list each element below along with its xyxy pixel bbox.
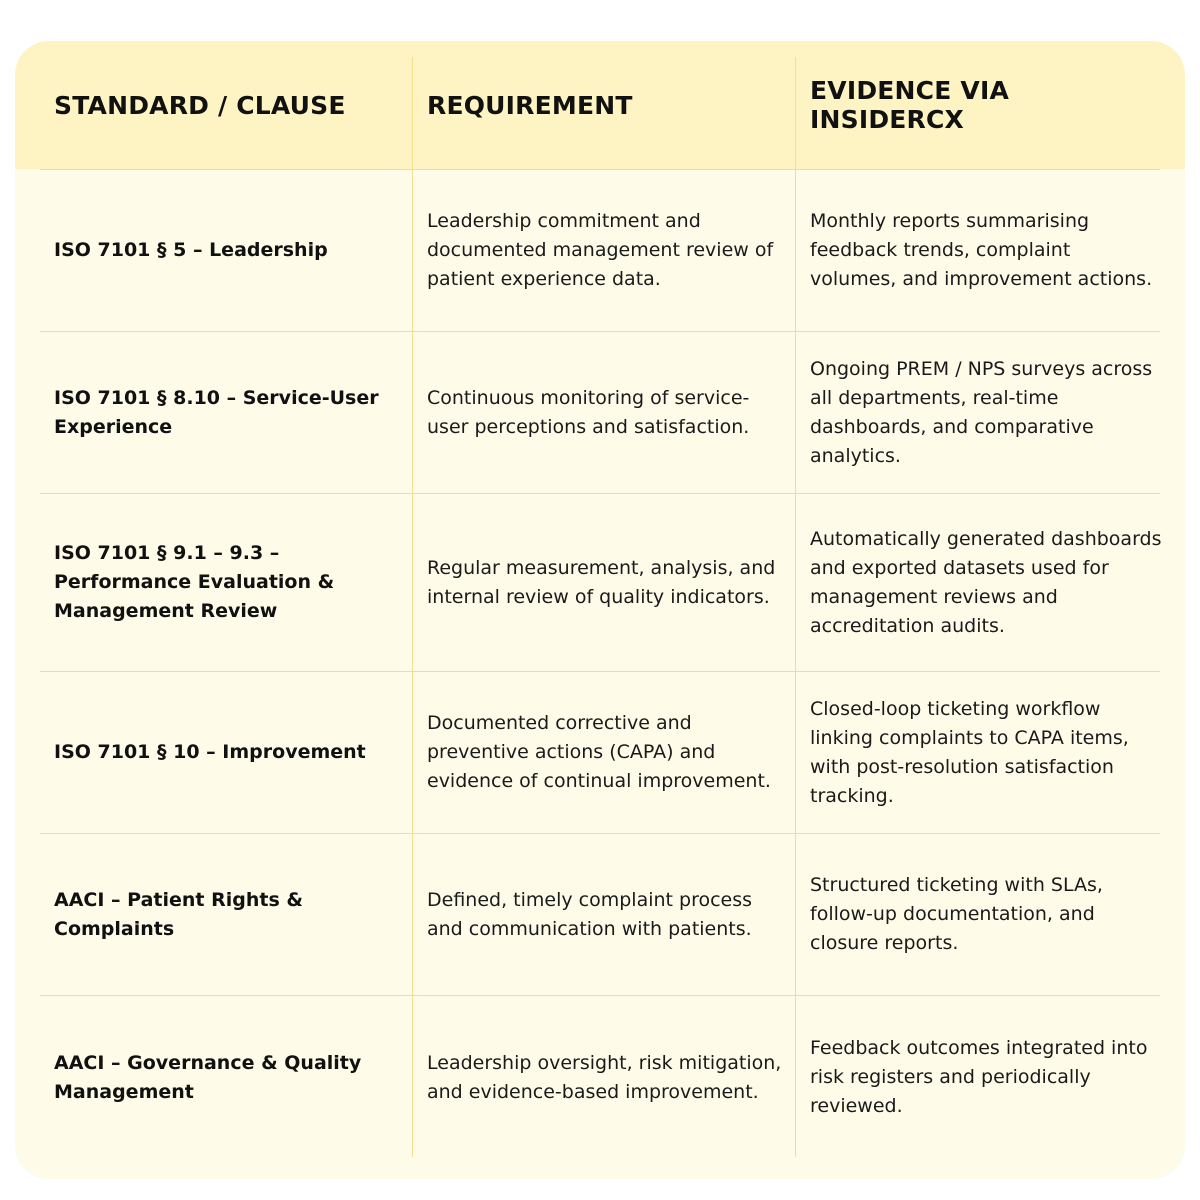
compliance-table (15, 41, 1185, 1179)
table-row-2-requirement: Continuous monitoring of service-user perceptions and satisfaction. (427, 386, 750, 438)
table-row-4-standard: ISO 7101 § 10 – Improvement (54, 741, 366, 763)
table-row-2-evidence: Ongoing PREM / NPS surveys across all departments, real-time dashboards, and comparative analytics. (810, 357, 1153, 467)
table-row-6-requirement: Leadership oversight, risk mitigation, and evidence-based improvement. (427, 1051, 782, 1103)
table-row-3-evidence: Automatically generated dashboards and exported datasets used for management reviews and accreditation audits. (810, 527, 1162, 637)
table-row-3-requirement: Regular measurement, analysis, and internal review of quality indicators. (427, 556, 776, 608)
table-row-3-standard: ISO 7101 § 9.1 – 9.3 – Performance Evaluation & Management Review (54, 542, 335, 622)
column-divider (412, 57, 413, 1157)
table-row-1-evidence: Monthly reports summarising feedback trends, complaint volumes, and improvement actions. (810, 210, 1153, 290)
table-row-1-standard: ISO 7101 § 5 – Leadership (54, 239, 328, 261)
header-evidence: EVIDENCE VIA INSIDERCX (810, 76, 1010, 134)
table-row-4-requirement: Documented corrective and preventive actions (CAPA) and evidence of continual improvement. (427, 712, 771, 792)
header-requirement: REQUIREMENT (427, 90, 633, 120)
table-row-6-evidence: Feedback outcomes integrated into risk registers and periodically reviewed. (810, 1037, 1148, 1117)
header-standard-clause: STANDARD / CLAUSE (54, 90, 346, 120)
table-row-1-requirement: Leadership commitment and documented management review of patient experience data. (427, 210, 774, 290)
table-row-6-standard: AACI – Governance & Quality Management (54, 1051, 362, 1103)
table-row-2-standard: ISO 7101 § 8.10 – Service-User Experience (54, 386, 379, 438)
table-row-5-standard: AACI – Patient Rights & Complaints (54, 888, 303, 940)
table-row-5-evidence: Structured ticketing with SLAs, follow-up documentation, and closure reports. (810, 874, 1103, 954)
column-divider (795, 57, 796, 1157)
table-row-5-requirement: Defined, timely complaint process and communication with patients. (427, 888, 753, 940)
table-row-4-evidence: Closed-loop ticketing workflow linking complaints to CAPA items, with post-resolution satisfaction tracking. (810, 697, 1129, 807)
